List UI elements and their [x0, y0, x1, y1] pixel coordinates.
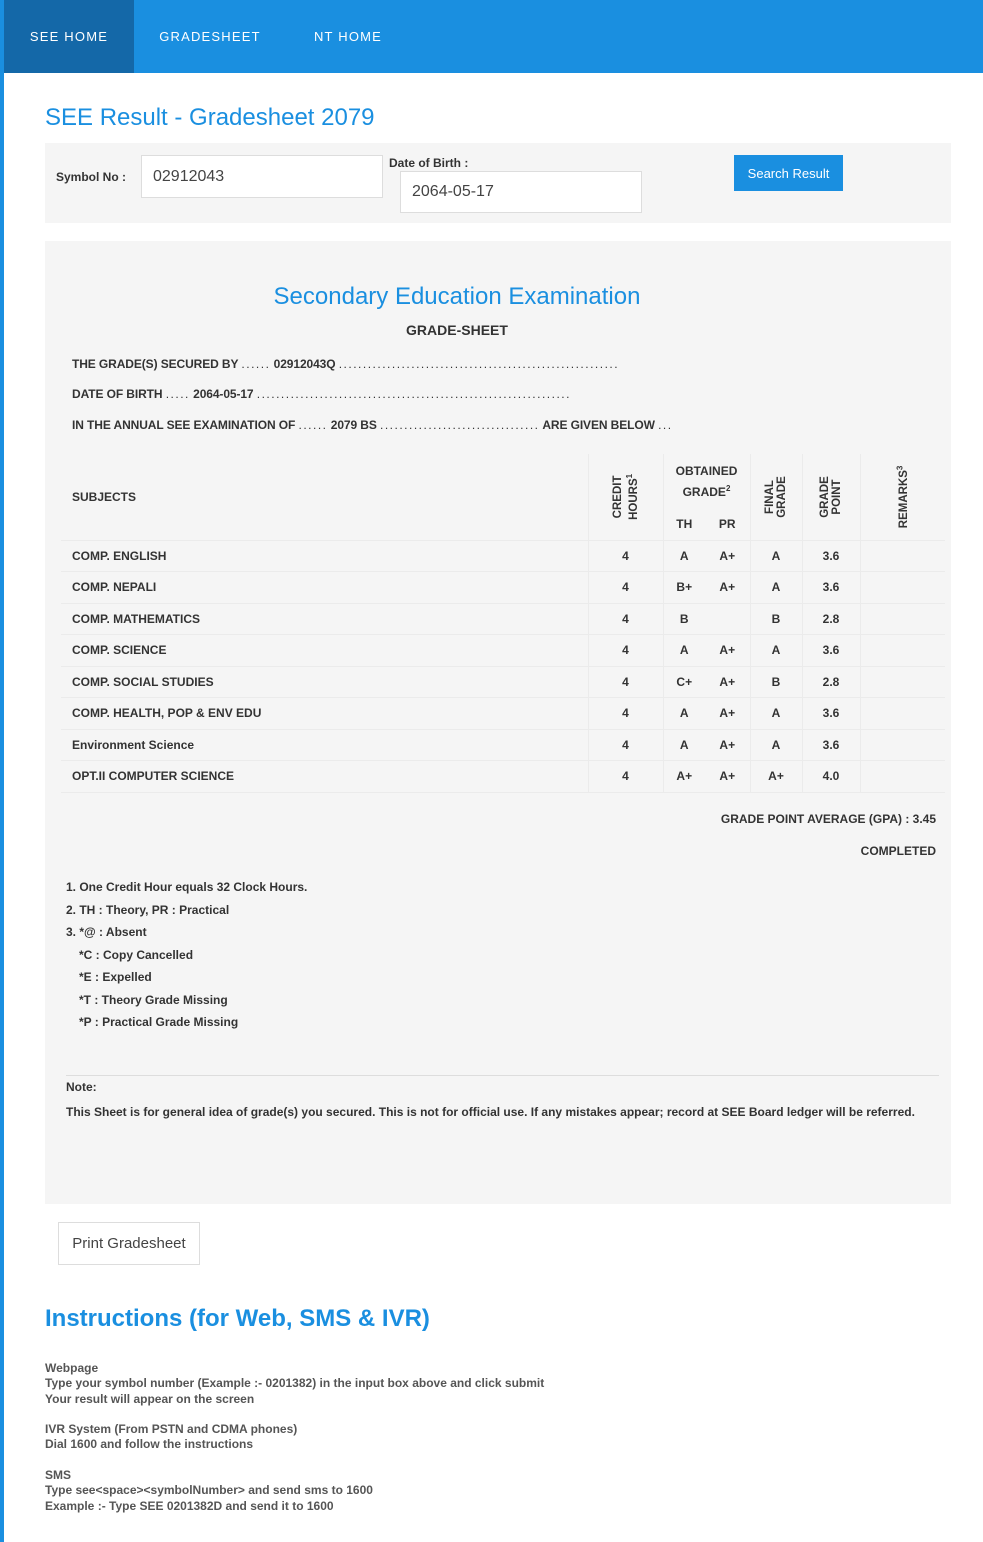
table-row: [61, 635, 945, 667]
search-result-button[interactable]: Search Result: [734, 155, 843, 191]
footnote-item: *C : Copy Cancelled: [79, 947, 194, 962]
pr-grade-cell: [705, 603, 750, 635]
final-grade-cell: A: [750, 698, 802, 730]
header-subjects: SUBJECTS: [61, 454, 588, 540]
grade-point-cell: 3.6: [802, 540, 860, 572]
pr-grade-cell: A+: [705, 635, 750, 667]
header-grade-point: GRADE POINT: [802, 454, 860, 540]
pr-grade-cell: A+: [705, 572, 750, 604]
header-final-grade: FINAL GRADE: [750, 454, 802, 540]
secured-by-line: THE GRADE(S) SECURED BY ...... 02912043Q ..........................................................: [72, 357, 620, 371]
remarks-cell: [860, 698, 945, 730]
credit-hours-cell: 4: [588, 603, 663, 635]
remarks-cell: [860, 761, 945, 793]
dob-line-label: DATE OF BIRTH: [72, 387, 163, 401]
completion-status: COMPLETED: [860, 844, 936, 858]
nav-nt-home[interactable]: NT HOME: [313, 29, 383, 44]
gpa-text: GRADE POINT AVERAGE (GPA) : 3.45: [720, 812, 936, 826]
th-grade-cell: A: [663, 635, 705, 667]
credit-hours-cell: 4: [588, 761, 663, 793]
dob-line-value: 2064-05-17: [193, 387, 254, 401]
web-line-1: Type your symbol number (Example :- 0201382) in the input box above and click submit: [45, 1376, 545, 1391]
remarks-cell: [860, 603, 945, 635]
grade-point-cell: 3.6: [802, 698, 860, 730]
table-row: [61, 761, 945, 793]
remarks-cell: [860, 666, 945, 698]
credit-hours-cell: 4: [588, 635, 663, 667]
credit-hours-cell: 4: [588, 540, 663, 572]
remarks-sup: 3: [895, 465, 905, 470]
th-grade-cell: A: [663, 698, 705, 730]
exam-of-label: IN THE ANNUAL SEE EXAMINATION OF: [72, 418, 296, 432]
subject-cell: COMP. ENGLISH: [61, 540, 588, 572]
grade-point-cell: 3.6: [802, 729, 860, 761]
remarks-cell: [860, 572, 945, 604]
web-heading: Webpage: [45, 1361, 99, 1375]
exam-of-suffix: ARE GIVEN BELOW: [542, 418, 655, 432]
top-navbar: [4, 0, 983, 73]
final-grade-cell: A: [750, 729, 802, 761]
table-row: [61, 666, 945, 698]
subject-cell: Environment Science: [61, 729, 588, 761]
instructions-title: Instructions (for Web, SMS & IVR): [45, 1305, 430, 1332]
exam-of-line: IN THE ANNUAL SEE EXAMINATION OF ...... 2079 BS ................................. ARE GIVEN BELOW ...: [72, 418, 673, 432]
note-label: Note:: [66, 1080, 97, 1094]
subject-cell: COMP. NEPALI: [61, 572, 588, 604]
header-pr: PR: [705, 508, 750, 540]
sms-heading: SMS: [45, 1468, 72, 1482]
pr-grade-cell: A+: [705, 698, 750, 730]
final-grade-cell: A: [750, 572, 802, 604]
ivr-line-1: Dial 1600 and follow the instructions: [45, 1437, 254, 1452]
th-grade-cell: A+: [663, 761, 705, 793]
remarks-cell: [860, 540, 945, 572]
header-th: TH: [663, 508, 705, 540]
web-line-2: Your result will appear on the screen: [45, 1391, 255, 1406]
table-row: [61, 540, 945, 572]
symbol-label: Symbol No :: [56, 170, 127, 184]
grade-point-cell: 2.8: [802, 666, 860, 698]
table-row: [61, 729, 945, 761]
page-title: SEE Result - Gradesheet 2079: [45, 104, 375, 131]
exam-title: Secondary Education Examination: [273, 283, 641, 310]
grade-table: [61, 454, 945, 793]
final-grade-cell: A: [750, 540, 802, 572]
footnotes: [66, 876, 307, 1034]
footnote-item: 2. TH : Theory, PR : Practical: [66, 902, 230, 917]
dob-input[interactable]: [400, 171, 642, 213]
nav-gradesheet[interactable]: GRADESHEET: [159, 29, 261, 44]
header-remarks: [860, 454, 945, 540]
th-grade-cell: C+: [663, 666, 705, 698]
subject-cell: COMP. HEALTH, POP & ENV EDU: [61, 698, 588, 730]
secured-by-label: THE GRADE(S) SECURED BY: [72, 357, 239, 371]
credit-hours-cell: 4: [588, 572, 663, 604]
note-divider: [66, 1075, 939, 1076]
secured-by-value: 02912043Q: [273, 357, 336, 371]
table-row: [61, 603, 945, 635]
instructions-web: [45, 1361, 544, 1407]
credit-sup: 1: [624, 473, 634, 479]
credit-hours-cell: 4: [588, 729, 663, 761]
remarks-cell: [860, 635, 945, 667]
header-obtained-grade: OBTAINED GRADE$^2$: [663, 454, 750, 508]
remarks-cell: [860, 729, 945, 761]
credit-hours-cell: 4: [588, 698, 663, 730]
dob-label: Date of Birth :: [389, 156, 469, 170]
exam-of-value: 2079 BS: [330, 418, 377, 432]
final-grade-cell: A+: [750, 761, 802, 793]
obtained-sup: 2: [725, 483, 731, 493]
final-grade-cell: B: [750, 666, 802, 698]
symbol-input[interactable]: [141, 155, 383, 198]
print-gradesheet-button[interactable]: Print Gradesheet: [58, 1222, 200, 1265]
pr-grade-cell: A+: [705, 666, 750, 698]
dob-line: DATE OF BIRTH ..... 2064-05-17 .................................................................: [72, 387, 571, 401]
nav-see-home[interactable]: SEE HOME: [4, 0, 134, 73]
sms-line-1: Type see<space><symbolNumber> and send sms to 1600: [45, 1483, 373, 1498]
grade-point-cell: 3.6: [802, 635, 860, 667]
final-grade-cell: A: [750, 635, 802, 667]
subject-cell: COMP. MATHEMATICS: [61, 603, 588, 635]
th-grade-cell: A: [663, 540, 705, 572]
grade-point-cell: 4.0: [802, 761, 860, 793]
footnote-item: *E : Expelled: [79, 970, 152, 984]
instructions-ivr: [45, 1422, 297, 1453]
grade-point-cell: 3.6: [802, 572, 860, 604]
footnote-item: 3. *@ : Absent: [66, 925, 147, 939]
search-panel: [45, 143, 951, 223]
header-remarks-text: REMARKS: [898, 469, 911, 529]
pr-grade-cell: A+: [705, 761, 750, 793]
pr-grade-cell: A+: [705, 729, 750, 761]
th-grade-cell: B: [663, 603, 705, 635]
credit-hours-cell: 4: [588, 666, 663, 698]
subject-cell: OPT.II COMPUTER SCIENCE: [61, 761, 588, 793]
footnote-item: *P : Practical Grade Missing: [79, 1015, 239, 1029]
th-grade-cell: A: [663, 729, 705, 761]
footnote-item: 1. One Credit Hour equals 32 Clock Hours.: [66, 880, 308, 894]
th-grade-cell: B+: [663, 572, 705, 604]
grade-point-cell: 2.8: [802, 603, 860, 635]
table-row: [61, 698, 945, 730]
footnote-item: *T : Theory Grade Missing: [79, 992, 228, 1007]
table-row: [61, 572, 945, 604]
gradesheet-title: GRADE-SHEET: [406, 322, 508, 338]
sms-line-2: Example :- Type SEE 0201382D and send it to 1600: [45, 1498, 334, 1513]
subject-cell: COMP. SOCIAL STUDIES: [61, 666, 588, 698]
pr-grade-cell: A+: [705, 540, 750, 572]
header-credit-hours: CREDIT HOURS$^1$: [588, 454, 663, 540]
subject-cell: COMP. SCIENCE: [61, 635, 588, 667]
ivr-heading: IVR System (From PSTN and CDMA phones): [45, 1422, 298, 1436]
note-text: This Sheet is for general idea of grade(s) you secured. This is not for official use. If any mistakes appear; record at SEE Board ledger will be referred.: [66, 1105, 915, 1119]
final-grade-cell: B: [750, 603, 802, 635]
instructions-sms: [45, 1468, 373, 1514]
